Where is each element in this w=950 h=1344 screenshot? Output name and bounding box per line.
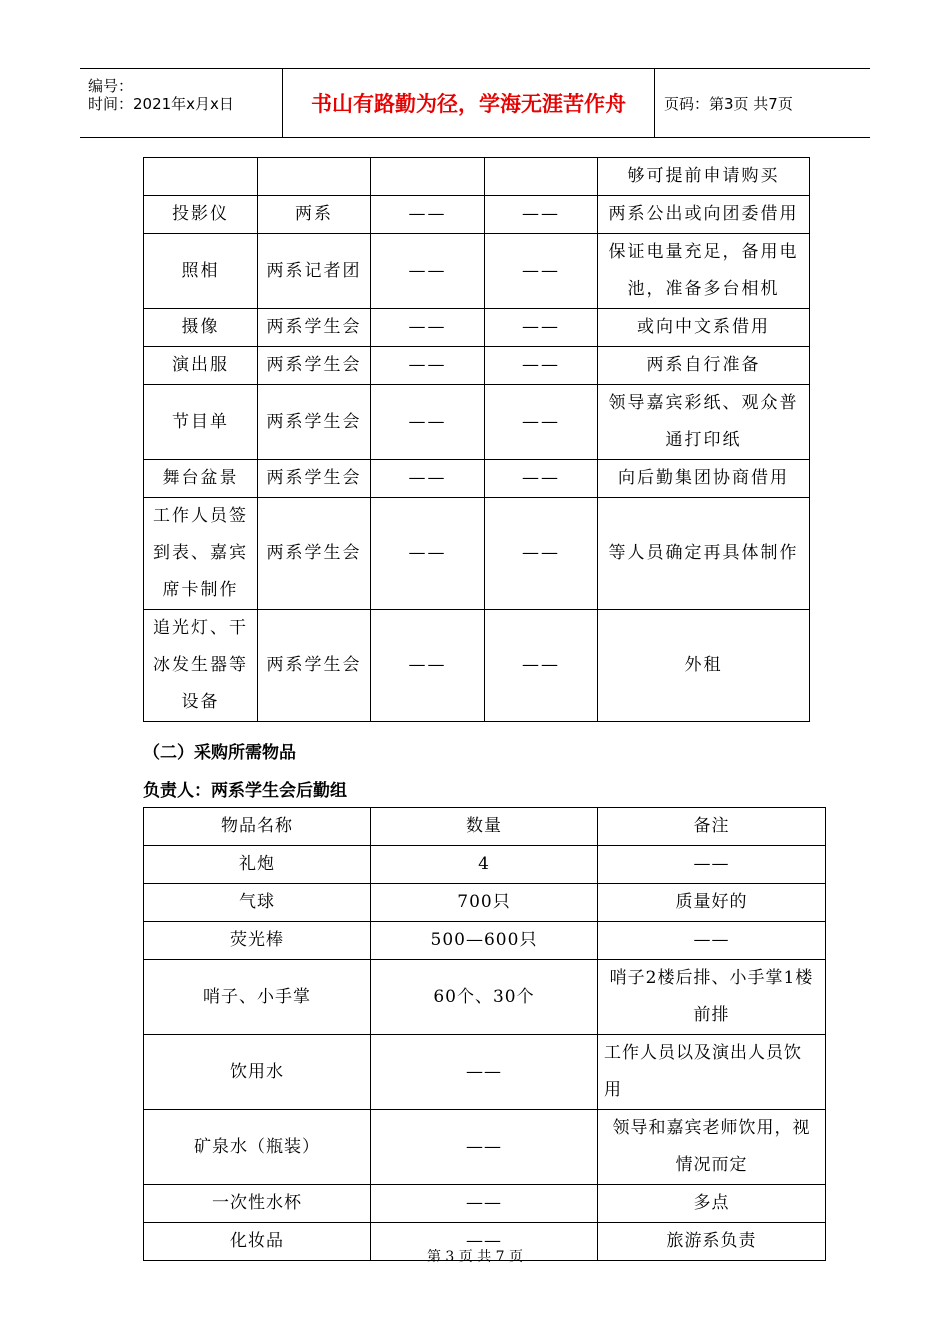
number-label: 编号：: [88, 77, 134, 95]
table-cell: 追光灯、干冰发生器等设备: [144, 610, 258, 722]
table-cell: 矿泉水（瓶装）: [144, 1110, 371, 1185]
table-cell: 等人员确定再具体制作: [598, 498, 810, 610]
table-cell: ——: [371, 1110, 598, 1185]
table-cell: 一次性水杯: [144, 1185, 371, 1223]
table-cell: 或向中文系借用: [598, 309, 810, 347]
table-cell: [144, 158, 258, 196]
table-cell: ——: [485, 460, 598, 498]
table-cell: ——: [371, 196, 485, 234]
table-cell: ——: [485, 196, 598, 234]
table-cell: [371, 158, 485, 196]
table-row: [144, 234, 810, 309]
table-cell: ——: [371, 309, 485, 347]
table-cell: ——: [485, 309, 598, 347]
table-cell: 700只: [371, 884, 598, 922]
section-title: （二）采购所需物品: [143, 743, 296, 763]
date-label: 时间：2021年x月x日: [88, 95, 234, 113]
table-cell: 保证电量充足，备用电池，准备多台相机: [598, 234, 810, 309]
table-row: [144, 347, 810, 385]
table-row: [144, 309, 810, 347]
table-cell: 质量好的: [598, 884, 826, 922]
table-row: [144, 884, 826, 922]
table-cell: ——: [598, 922, 826, 960]
responsible-person: 负责人：两系学生会后勤组: [143, 781, 347, 801]
table-cell: [485, 158, 598, 196]
table-cell: ——: [371, 498, 485, 610]
table-cell: 两系学生会: [258, 385, 371, 460]
table-cell: ——: [485, 347, 598, 385]
table-cell: 哨子2楼后排、小手掌1楼前排: [598, 960, 826, 1035]
purchase-table-body: [144, 846, 826, 1261]
table-row: [144, 846, 826, 884]
table-cell: 两系学生会: [258, 610, 371, 722]
table-cell: ——: [485, 498, 598, 610]
table-row: [144, 196, 810, 234]
table-cell: 节目单: [144, 385, 258, 460]
table-cell: ——: [371, 385, 485, 460]
table-cell: 两系记者团: [258, 234, 371, 309]
table-row: [144, 158, 810, 196]
table-cell: 两系学生会: [258, 347, 371, 385]
table-cell: 礼炮: [144, 846, 371, 884]
header-meta: [80, 69, 283, 137]
table-cell: ——: [371, 1185, 598, 1223]
table-cell: 够可提前申请购买: [598, 158, 810, 196]
table-cell: 投影仪: [144, 196, 258, 234]
table-cell: ——: [485, 385, 598, 460]
table-cell: ——: [485, 610, 598, 722]
table-cell: 两系学生会: [258, 460, 371, 498]
column-header: 数量: [371, 808, 598, 846]
table-row: [144, 1185, 826, 1223]
table-cell: 向后勤集团协商借用: [598, 460, 810, 498]
table-cell: 两系学生会: [258, 498, 371, 610]
table-cell: 领导和嘉宾老师饮用，视情况而定: [598, 1110, 826, 1185]
equipment-table-body: [144, 158, 810, 722]
page-header: [80, 68, 870, 138]
table-cell: 两系公出或向团委借用: [598, 196, 810, 234]
table-cell: ——: [371, 234, 485, 309]
table-cell: 摄像: [144, 309, 258, 347]
purchase-table: [143, 807, 826, 1261]
table-cell: 两系: [258, 196, 371, 234]
table-row: [144, 1110, 826, 1185]
header-page-label: 页码：第3页 共7页: [664, 94, 793, 113]
table-row: [144, 498, 810, 610]
table-row: [144, 385, 810, 460]
table-row: [144, 610, 810, 722]
table-cell: 哨子、小手掌: [144, 960, 371, 1035]
table-cell: 演出服: [144, 347, 258, 385]
table-cell: 领导嘉宾彩纸、观众普通打印纸: [598, 385, 810, 460]
table-cell: 饮用水: [144, 1035, 371, 1110]
purchase-table-head: [144, 808, 826, 846]
table-header-row: [144, 808, 826, 846]
table-cell: ——: [371, 347, 485, 385]
table-cell: 两系学生会: [258, 309, 371, 347]
table-cell: 4: [371, 846, 598, 884]
table-row: [144, 1035, 826, 1110]
column-header: 备注: [598, 808, 826, 846]
header-motto: 书山有路勤为径，学海无涯苦作舟: [283, 69, 655, 137]
table-cell: 外租: [598, 610, 810, 722]
table-cell: 60个、30个: [371, 960, 598, 1035]
table-cell: 500—600只: [371, 922, 598, 960]
table-cell: ——: [598, 846, 826, 884]
table-cell: ——: [371, 1223, 598, 1261]
table-cell: ——: [371, 1035, 598, 1110]
table-row: [144, 960, 826, 1035]
table-cell: 荧光棒: [144, 922, 371, 960]
table-cell: 气球: [144, 884, 371, 922]
table-row: [144, 922, 826, 960]
table-cell: 工作人员以及演出人员饮用: [598, 1035, 826, 1110]
table-row: [144, 460, 810, 498]
page-footer: 第 3 页 共 7 页: [426, 1249, 524, 1265]
equipment-table: [143, 157, 810, 722]
table-cell: 化妆品: [144, 1223, 371, 1261]
table-cell: 工作人员签到表、嘉宾席卡制作: [144, 498, 258, 610]
table-cell: 多点: [598, 1185, 826, 1223]
table-cell: 舞台盆景: [144, 460, 258, 498]
column-header: 物品名称: [144, 808, 371, 846]
table-cell: [258, 158, 371, 196]
table-cell: ——: [371, 610, 485, 722]
table-cell: ——: [371, 460, 485, 498]
table-cell: 旅游系负责: [598, 1223, 826, 1261]
table-cell: ——: [485, 234, 598, 309]
table-cell: 照相: [144, 234, 258, 309]
table-cell: 两系自行准备: [598, 347, 810, 385]
